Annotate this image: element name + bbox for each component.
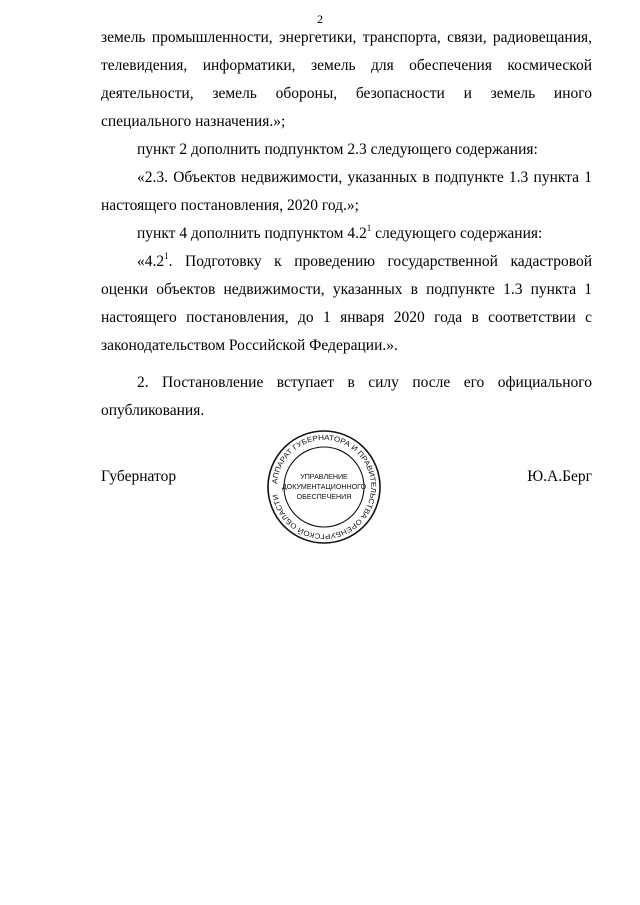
text-fragment: . Подготовку к проведению государственной кадастровой оценки объектов недвижимости, указанных в подпункте 1.3 пункта 1 настоящего постановления, до 1 января 2020 года в соответствии с законодательством Российской Федерации.». <box>101 253 592 354</box>
stamp-ring-textpath: АППАРАТ ГУБЕРНАТОРА И ПРАВИТЕЛЬСТВА ОРЕНБУРГСКОЙ ОБЛАСТИ <box>270 432 379 542</box>
paragraph-subitem-2-3: «2.3. Объектов недвижимости, указанных в подпункте 1.3 пункта 1 настоящего постановления, 2020 год.»; <box>101 169 592 214</box>
paragraph-effective-date: 2. Постановление вступает в силу после его официального опубликования. <box>101 374 592 419</box>
superscript: 1 <box>164 250 169 261</box>
text-fragment: следующего содержания: <box>371 225 543 242</box>
stamp-center-line-3: ОБЕСПЕЧЕНИЯ <box>296 493 352 501</box>
signatory-title: Губернатор <box>101 468 177 485</box>
page-number: 2 <box>317 12 323 26</box>
official-stamp <box>266 429 382 545</box>
superscript: 1 <box>366 222 372 233</box>
stamp-center-line-2: ДОКУМЕНТАЦИОННОГО <box>281 483 367 491</box>
stamp-center-line-1: УПРАВЛЕНИЕ <box>300 473 348 481</box>
document-body <box>101 24 592 425</box>
paragraph-land-categories: земель промышленности, энергетики, транспорта, связи, радиовещания, телевидения, информатики, земель для обеспечения космической деятельности, земель обороны, безопасности и земель иного специального назначения.»; <box>101 29 592 130</box>
text-fragment: «4.2 <box>137 253 165 270</box>
paragraph-subitem-4-2-1 <box>101 248 592 360</box>
text-fragment: пункт 4 дополнить подпунктом 4.2 <box>137 225 367 242</box>
signatory-name: Ю.А.Берг <box>527 468 592 485</box>
paragraph-item-2-amendment: пункт 2 дополнить подпунктом 2.3 следующего содержания: <box>137 141 538 158</box>
paragraph-item-4-amendment <box>101 220 592 248</box>
